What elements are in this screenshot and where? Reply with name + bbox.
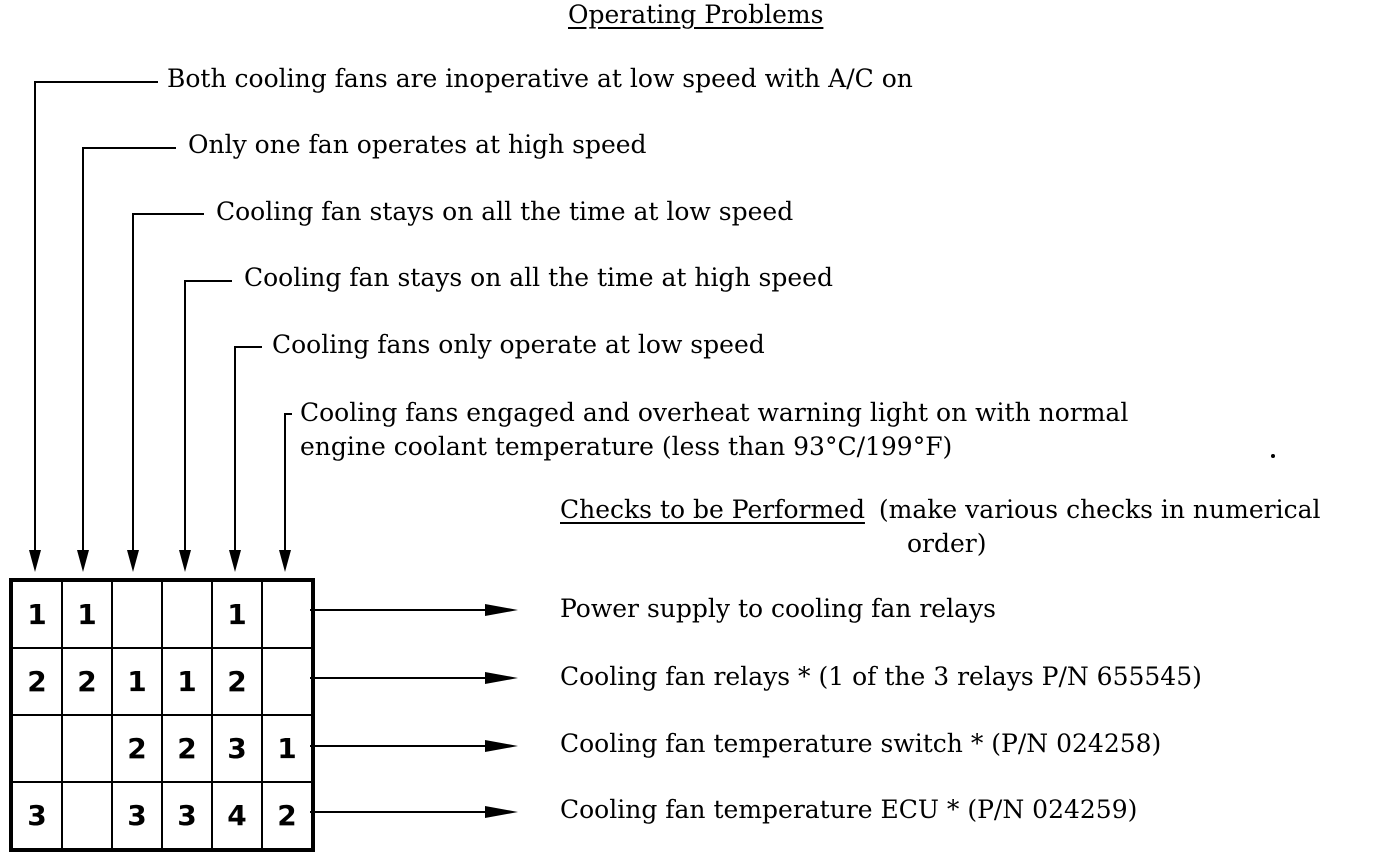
check-label-1: Power supply to cooling fan relays — [560, 594, 996, 623]
matrix-cell — [62, 715, 112, 782]
matrix-cell — [112, 581, 162, 648]
problem-leader-2 — [83, 148, 176, 568]
matrix-cell: 1 — [12, 581, 62, 648]
matrix-cell: 3 — [112, 782, 162, 849]
matrix-cell: 2 — [112, 715, 162, 782]
matrix-cell: 1 — [262, 715, 312, 782]
check-label-2: Cooling fan relays * (1 of the 3 relays P/N 655545) — [560, 662, 1202, 691]
check-label-4: Cooling fan temperature ECU * (P/N 024259) — [560, 795, 1138, 824]
problem-leader-3 — [133, 214, 204, 568]
check-label-3: Cooling fan temperature switch * (P/N 024258) — [560, 729, 1162, 758]
diagram-title: Operating Problems — [568, 0, 824, 29]
matrix-cell: 2 — [62, 648, 112, 715]
matrix-cell: 1 — [162, 648, 212, 715]
arrow-right-icon — [485, 740, 518, 752]
arrow-down-icon — [77, 550, 89, 572]
matrix-cell: 2 — [262, 782, 312, 849]
matrix-cell: 2 — [12, 648, 62, 715]
arrow-down-icon — [29, 550, 41, 572]
matrix-cell: 3 — [212, 715, 262, 782]
matrix-cell: 1 — [112, 648, 162, 715]
arrow-down-icon — [179, 550, 191, 572]
problem-leader-6 — [285, 414, 292, 568]
matrix-cell: 4 — [212, 782, 262, 849]
matrix-cell — [162, 581, 212, 648]
problem-label-6-line2: engine coolant temperature (less than 93°C/199°F) — [300, 432, 953, 461]
arrow-down-icon — [229, 550, 241, 572]
arrow-right-icon — [485, 806, 518, 818]
matrix-cell: 3 — [12, 782, 62, 849]
checks-note: (make various checks in numerical — [878, 495, 1321, 524]
checks-heading: Checks to be Performed — [560, 495, 865, 524]
matrix-cell: 1 — [62, 581, 112, 648]
matrix-cell — [62, 782, 112, 849]
arrow-right-icon — [485, 604, 518, 616]
matrix-cell: 2 — [162, 715, 212, 782]
problem-label-5: Cooling fans only operate at low speed — [272, 330, 765, 359]
problem-leader-1 — [35, 82, 158, 568]
arrow-right-icon — [485, 672, 518, 684]
matrix-cell: 1 — [212, 581, 262, 648]
matrix-cell — [12, 715, 62, 782]
arrow-down-icon — [279, 550, 291, 572]
problem-label-4: Cooling fan stays on all the time at high speed — [244, 263, 833, 292]
checks-note-line2: order) — [907, 529, 987, 558]
arrow-down-icon — [127, 550, 139, 572]
problem-label-2: Only one fan operates at high speed — [188, 130, 647, 159]
problem-label-3: Cooling fan stays on all the time at low speed — [216, 197, 794, 226]
problem-label-6: Cooling fans engaged and overheat warning light on with normal — [300, 398, 1129, 427]
check-order-matrix — [9, 578, 315, 852]
matrix-cell — [262, 648, 312, 715]
problem-leader-5 — [235, 347, 262, 568]
matrix-cell — [262, 581, 312, 648]
problem-label-1: Both cooling fans are inoperative at low speed with A/C on — [167, 64, 913, 93]
matrix-cell: 2 — [212, 648, 262, 715]
problem-leader-4 — [185, 281, 232, 568]
matrix-cell: 3 — [162, 782, 212, 849]
